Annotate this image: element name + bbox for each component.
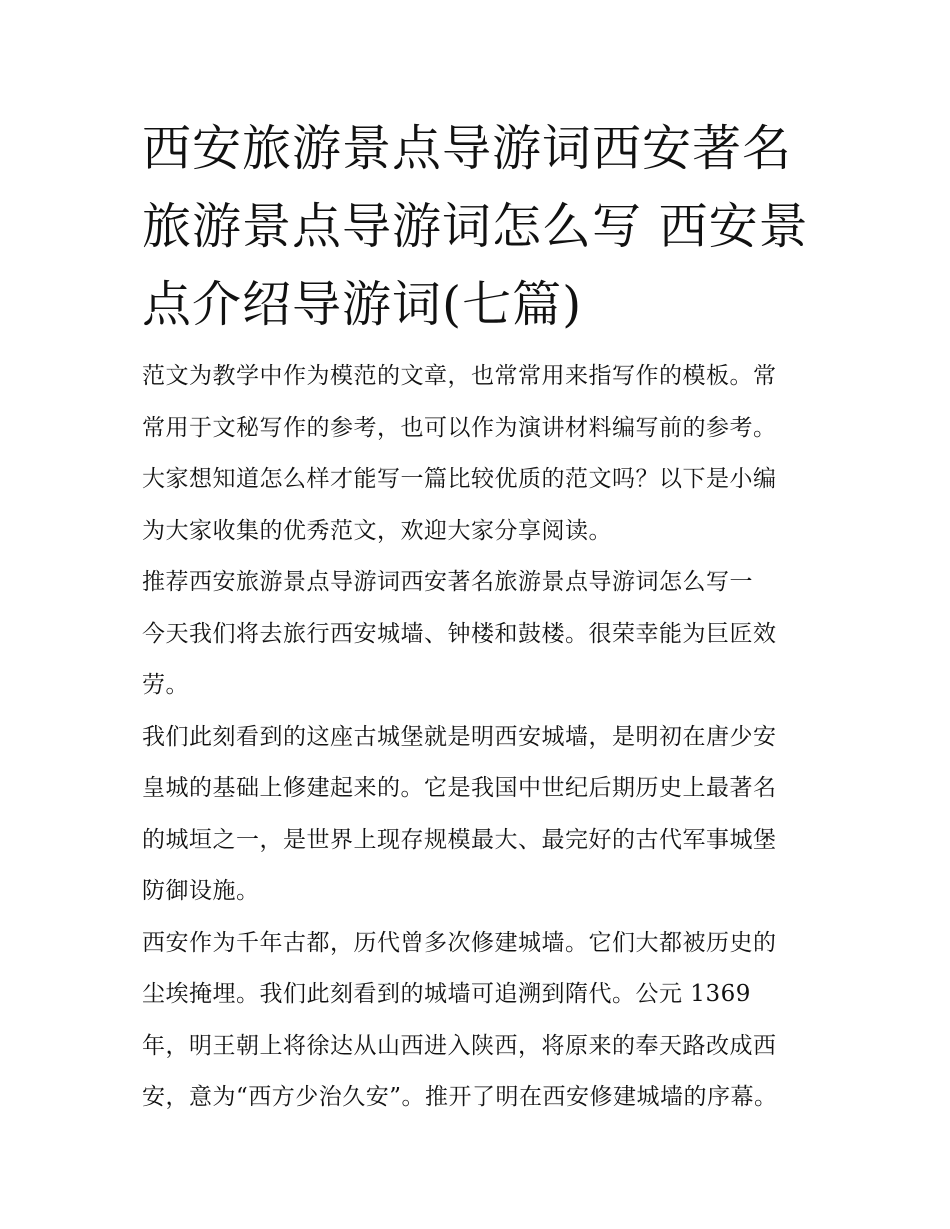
body-line-11: 防御设施。 <box>142 878 260 904</box>
body-line-15: 安，意为“西方少治久安”。推开了明在西安修建城墙的序幕。 <box>142 1084 778 1110</box>
body-line-8: 我们此刻看到的这座古城堡就是明西安城墙，是明初在唐少安 <box>142 723 777 750</box>
body-line-13: 尘埃掩埋。我们此刻看到的城墙可追溯到隋代。公元 1369 <box>142 981 751 1007</box>
body-line-14: 年，明王朝上将徐达从山西进入陕西，将原来的奉天路改成西 <box>142 1032 777 1059</box>
body-line-4: 为大家收集的优秀范文，欢迎大家分享阅读。 <box>142 517 612 544</box>
body-line-6: 今天我们将去旅行西安城墙、钟楼和鼓楼。很荣幸能为巨匠效 <box>142 620 777 647</box>
body-line-2: 常用于文秘写作的参考，也可以作为演讲材料编写前的参考。 <box>142 414 777 441</box>
title-line-3: 点介绍导游词(七篇) <box>142 276 583 333</box>
body-line-9: 皇城的基础上修建起来的。它是我国中世纪后期历史上最著名 <box>142 775 777 801</box>
title-line-1: 西安旅游景点导游词西安著名 <box>142 120 793 177</box>
body-line-7: 劳。 <box>142 672 189 698</box>
body-line-12: 西安作为千年古都，历代曾多次修建城墙。它们大都被历史的 <box>142 929 777 956</box>
title-line-2: 旅游景点导游词怎么写 西安景 <box>142 198 809 255</box>
body-line-10: 的城垣之一，是世界上现存规模最大、最完好的古代军事城堡 <box>142 826 777 853</box>
body-line-5: 推荐西安旅游景点导游词西安著名旅游景点导游词怎么写一 <box>142 569 753 595</box>
document-title <box>142 110 822 344</box>
document-body <box>142 351 832 1124</box>
body-line-1: 范文为教学中作为模范的文章，也常常用来指写作的模板。常 <box>142 363 777 389</box>
body-line-3: 大家想知道怎么样才能写一篇比较优质的范文吗？以下是小编 <box>142 466 777 492</box>
